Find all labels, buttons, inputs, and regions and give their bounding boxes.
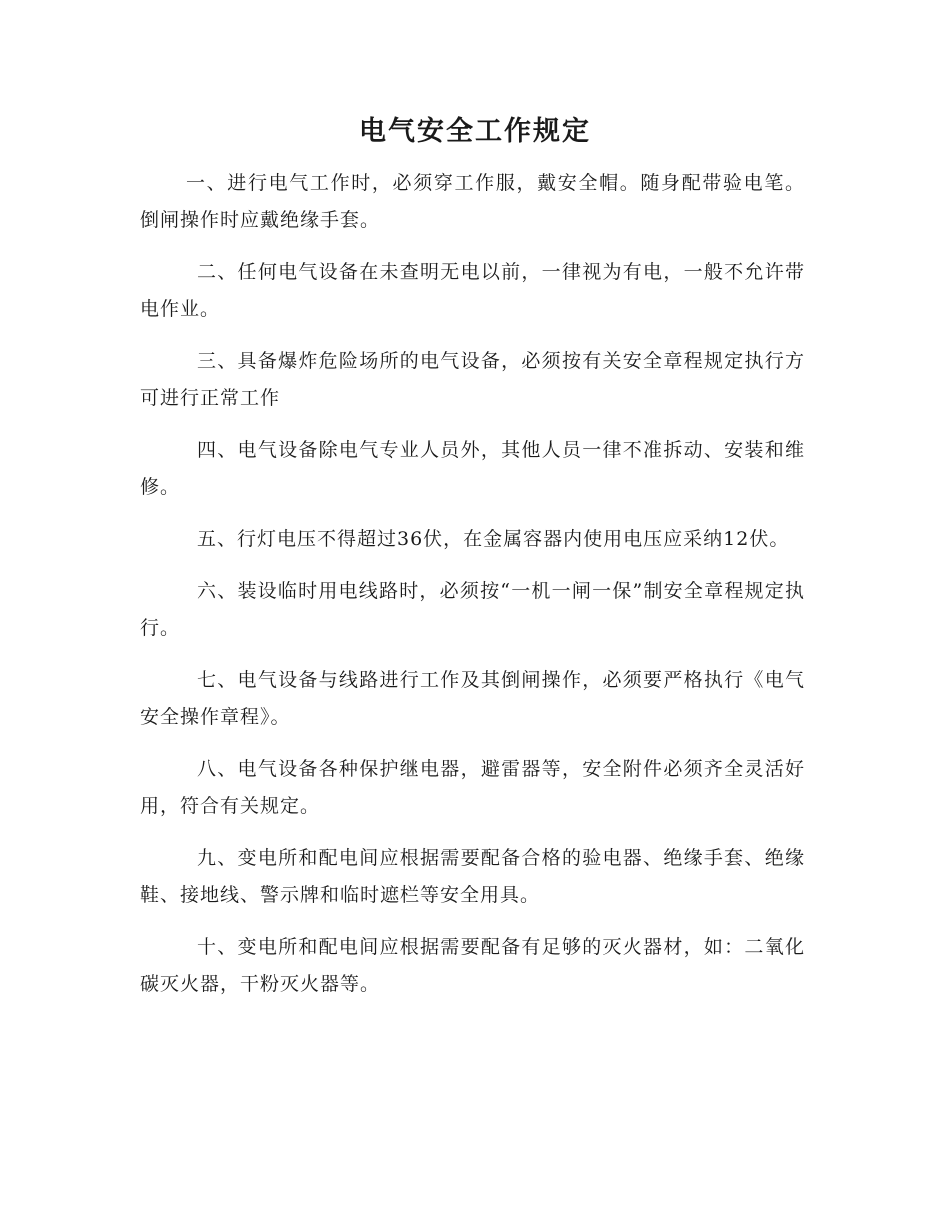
clause-8: 八、电气设备各种保护继电器，避雷器等，安全附件必须齐全灵活好用，符合有关规定。 [140,758,805,817]
clause-list [140,165,805,1018]
clause-9: 九、变电所和配电间应根据需要配备合格的验电器、绝缘手套、绝缘鞋、接地线、警示牌和临时遮栏等安全用具。 [140,847,805,906]
clause-4: 四、电气设备除电气专业人员外，其他人员一律不准拆动、安装和维修。 [140,439,805,498]
clause-3: 三、具备爆炸危险场所的电气设备，必须按有关安全章程规定执行方可进行正常工作 [140,350,805,409]
clause-7: 七、电气设备与线路进行工作及其倒闸操作，必须要严格执行《电气安全操作章程》。 [140,669,805,728]
clause-5: 五、行灯电压不得超过36伏，在金属容器内使用电压应采纳12伏。 [197,528,790,550]
clause-2: 二、任何电气设备在未查明无电以前，一律视为有电，一般不允许带电作业。 [140,261,805,320]
document-title: 电气安全工作规定 [359,116,591,147]
clause-6: 六、装设临时用电线路时，必须按“一机一闸一保”制安全章程规定执行。 [140,580,805,639]
clause-10: 十、变电所和配电间应根据需要配备有足够的灭火器材，如：二氧化碳灭火器，干粉灭火器等。 [140,936,805,995]
clause-1: 一、进行电气工作时，必须穿工作服，戴安全帽。随身配带验电笔。倒闸操作时应戴绝缘手套。 [140,172,805,231]
